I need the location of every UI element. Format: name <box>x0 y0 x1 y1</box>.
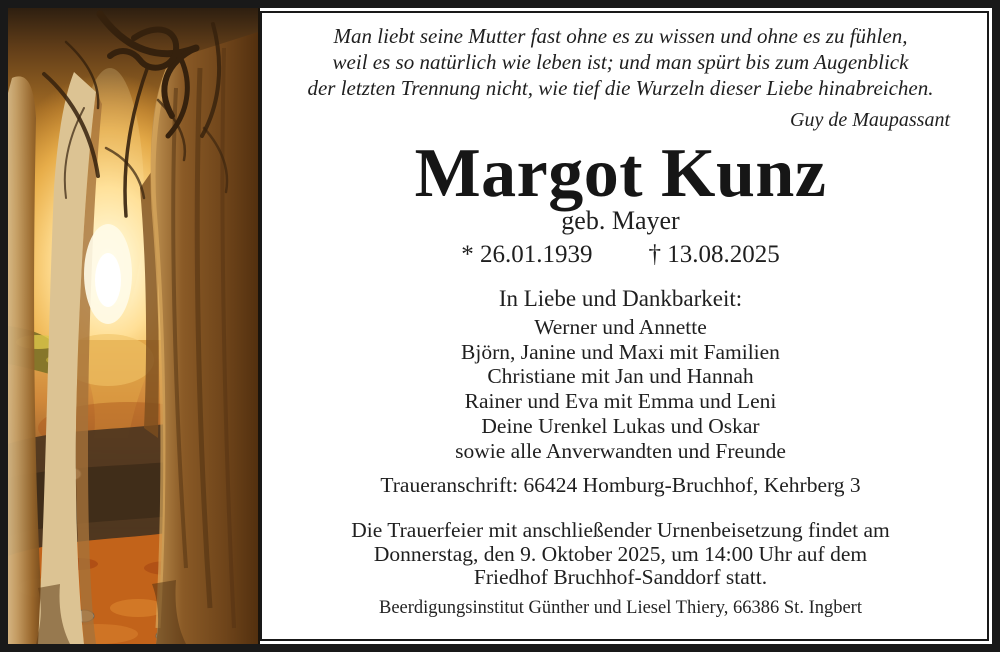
funeral-home: Beerdigungsinstitut Günther und Liesel Thiery, 66386 St. Ingbert <box>379 597 862 618</box>
autumn-path-illustration <box>8 8 258 644</box>
family-line: Werner und Annette <box>534 315 707 339</box>
family-list <box>266 315 975 463</box>
quote-line: Man liebt seine Mutter fast ohne es zu wissen und ohne es zu fühlen, <box>333 24 908 48</box>
death-date: † 13.08.2025 <box>648 241 780 268</box>
family-line: sowie alle Anverwandten und Freunde <box>455 438 786 463</box>
memorial-photo <box>8 8 260 644</box>
memorial-quote <box>266 23 975 101</box>
deceased-name: Margot Kunz <box>414 135 827 212</box>
ceremony-info <box>266 519 975 590</box>
quote-line: der letzten Trennung nicht, wie tief die Wurzeln dieser Liebe hinabreichen. <box>307 76 934 100</box>
birth-date: * 26.01.1939 <box>461 241 593 268</box>
family-line: Deine Urenkel Lukas und Oskar <box>481 413 760 438</box>
life-dates <box>266 240 975 270</box>
family-line: Rainer und Eva mit Emma und Leni <box>464 389 777 414</box>
quote-line: weil es so natürlich wie leben ist; und man spürt bis zum Augenblick <box>332 50 909 74</box>
family-line: Björn, Janine und Maxi mit Familien <box>461 339 780 364</box>
obituary-content <box>260 11 989 641</box>
birth-name: geb. Mayer <box>561 206 680 235</box>
family-line: Christiane mit Jan und Hannah <box>487 364 754 389</box>
ceremony-line: Die Trauerfeier mit anschließender Urnenbeisetzung findet am <box>351 518 890 543</box>
ceremony-line: Donnerstag, den 9. Oktober 2025, um 14:00 Uhr auf dem <box>373 541 868 566</box>
quote-attribution: Guy de Maupassant <box>790 109 950 131</box>
ceremony-line: Friedhof Bruchhof-Sanddorf statt. <box>473 565 768 590</box>
mourning-address: Traueranschrift: 66424 Homburg-Bruchhof, Kehrberg 3 <box>380 473 861 498</box>
condolence-intro: In Liebe und Dankbarkeit: <box>498 286 743 311</box>
